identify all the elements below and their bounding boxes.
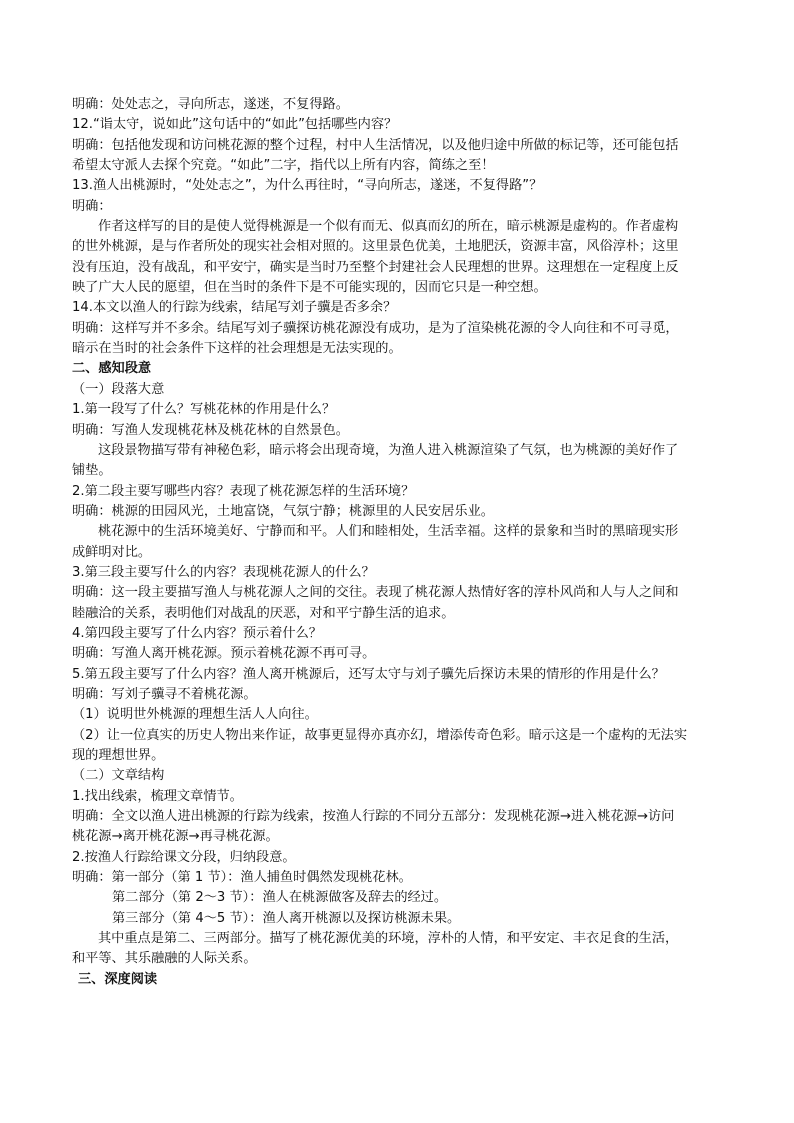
- text-line: 明确：写刘子骥寻不着桃花源。: [72, 686, 257, 702]
- text-line: 明确：包括他发现和访问桃花源的整个过程，村中人生活情况，以及他归途中所做的标记等，还可能包括: [72, 137, 679, 153]
- text-line: 桃花源→离开桃花源→再寻桃花源。: [72, 829, 279, 845]
- text-line: 成鲜明对比。: [72, 544, 152, 560]
- text-line: 第三部分（第 4～5 节）：渔人离开桃源以及探访桃源未果。: [112, 910, 461, 926]
- text-line: 明确：: [72, 198, 112, 214]
- text-line: 3.第三段主要写什么的内容？表现桃花源人的什么？: [72, 564, 375, 580]
- text-line: 作者这样写的目的是使人觉得桃源是一个似有而无、似真而幻的所在，暗示桃源是虚构的。作者虚构: [98, 219, 679, 235]
- text-line: 现的理想世界。: [72, 748, 165, 763]
- text-line: 1.找出线索，梳理文章情节。: [72, 788, 243, 804]
- text-line: （1）说明世外桃源的理想生活人人向往。: [72, 707, 318, 723]
- text-line: 第二部分（第 2～3 节）：渔人在桃源做客及辞去的经过。: [112, 890, 448, 906]
- text-line: 的世外桃源，是与作者所处的现实社会相对照的。这里景色优美，土地肥沃，资源丰富，风俗淳朴；这里: [72, 239, 679, 255]
- document-body: [72, 95, 732, 990]
- text-line: 明确：桃源的田园风光，土地富饶，气氛宁静；桃源里的人民安居乐业。: [72, 503, 494, 519]
- text-line: 明确：这一段主要描写渔人与桃花源人之间的交往。表现了桃花源人热情好客的淳朴风尚和人与人之间和: [72, 585, 679, 601]
- text-line: 2.按渔人行踪给课文分段，归纳段意。: [72, 849, 296, 865]
- text-line: （2）让一位真实的历史人物出来作证，故事更显得亦真亦幻，增添传奇色彩。暗示这是一个虚构的无法实: [72, 727, 688, 743]
- text-line: 映了广大人民的愿望，但在当时的条件下是不可能实现的，因而它只是一种空想。: [72, 280, 547, 296]
- text-line: 5.第五段主要写了什么内容？渔人离开桃源后，还写太守与刘子骥先后探访未果的情形的作用是什么？: [72, 666, 665, 682]
- text-line: 4.第四段主要写了什么内容？预示着什么？: [72, 625, 322, 641]
- text-line: 2.第二段主要写哪些内容？表现了桃花源怎样的生活环境？: [72, 483, 415, 499]
- text-line: （一）段落大意: [72, 381, 165, 397]
- text-line: 希望太守派人去探个究竟。“如此”二字，指代以上所有内容，简练之至！: [72, 158, 495, 174]
- text-line: 12.“诣太守，说如此”这句话中的“如此”包括哪些内容？: [72, 117, 398, 133]
- text-line: 明确：第一部分（第 1 节）：渔人捕鱼时偶然发现桃花林。: [72, 870, 412, 886]
- text-line: 其中重点是第二、三两部分。描写了桃花源优美的环境，淳朴的人情，和平安定、丰衣足食的生活，: [98, 931, 679, 947]
- section-heading: 三、深度阅读: [78, 971, 158, 987]
- text-line: 没有压迫，没有战乱，和平安宁，确实是当时乃至整个封建社会人民理想的世界。这理想在一定程度上反: [72, 259, 679, 275]
- text-line: 睦融洽的关系，表明他们对战乱的厌恶，对和平宁静生活的追求。: [72, 605, 455, 621]
- text-line: （二）文章结构: [72, 768, 165, 784]
- text-line: 暗示在当时的社会条件下这样的社会理想是无法实现的。: [72, 341, 402, 357]
- text-line: 明确：写渔人发现桃花林及桃花林的自然景色。: [72, 422, 349, 438]
- text-line: 14.本文以渔人的行踪为线索，结尾写刘子骥是否多余？: [72, 300, 397, 316]
- section-heading: 二、感知段意: [72, 361, 152, 377]
- text-line: 铺垫。: [72, 463, 112, 479]
- text-line: 明确：这样写并不多余。结尾写刘子骥探访桃花源没有成功，是为了渲染桃花源的令人向往和不可寻觅，: [72, 320, 679, 336]
- text-line: 这段景物描写带有神秘色彩，暗示将会出现奇境，为渔人进入桃源渲染了气氛，也为桃源的美好作了: [98, 442, 679, 458]
- text-line: 明确：写渔人离开桃花源。预示着桃花源不再可寻。: [72, 646, 376, 662]
- text-line: 明确：处处志之，寻向所志，遂迷，不复得路。: [72, 97, 349, 112]
- text-line: 和平等、其乐融融的人际关系。: [72, 951, 257, 967]
- text-line: 明确：全文以渔人进出桃源的行踪为线索，按渔人行踪的不同分五部分：发现桃花源→进入桃花源→访问: [72, 809, 675, 825]
- text-line: 1.第一段写了什么？写桃花林的作用是什么？: [72, 402, 336, 418]
- text-line: 13.渔人出桃源时，“处处志之”，为什么再往时，“寻向所志，遂迷，不复得路”？: [72, 178, 543, 194]
- text-line: 桃花源中的生活环境美好、宁静而和平。人们和睦相处，生活幸福。这样的景象和当时的黑暗现实形: [98, 524, 679, 540]
